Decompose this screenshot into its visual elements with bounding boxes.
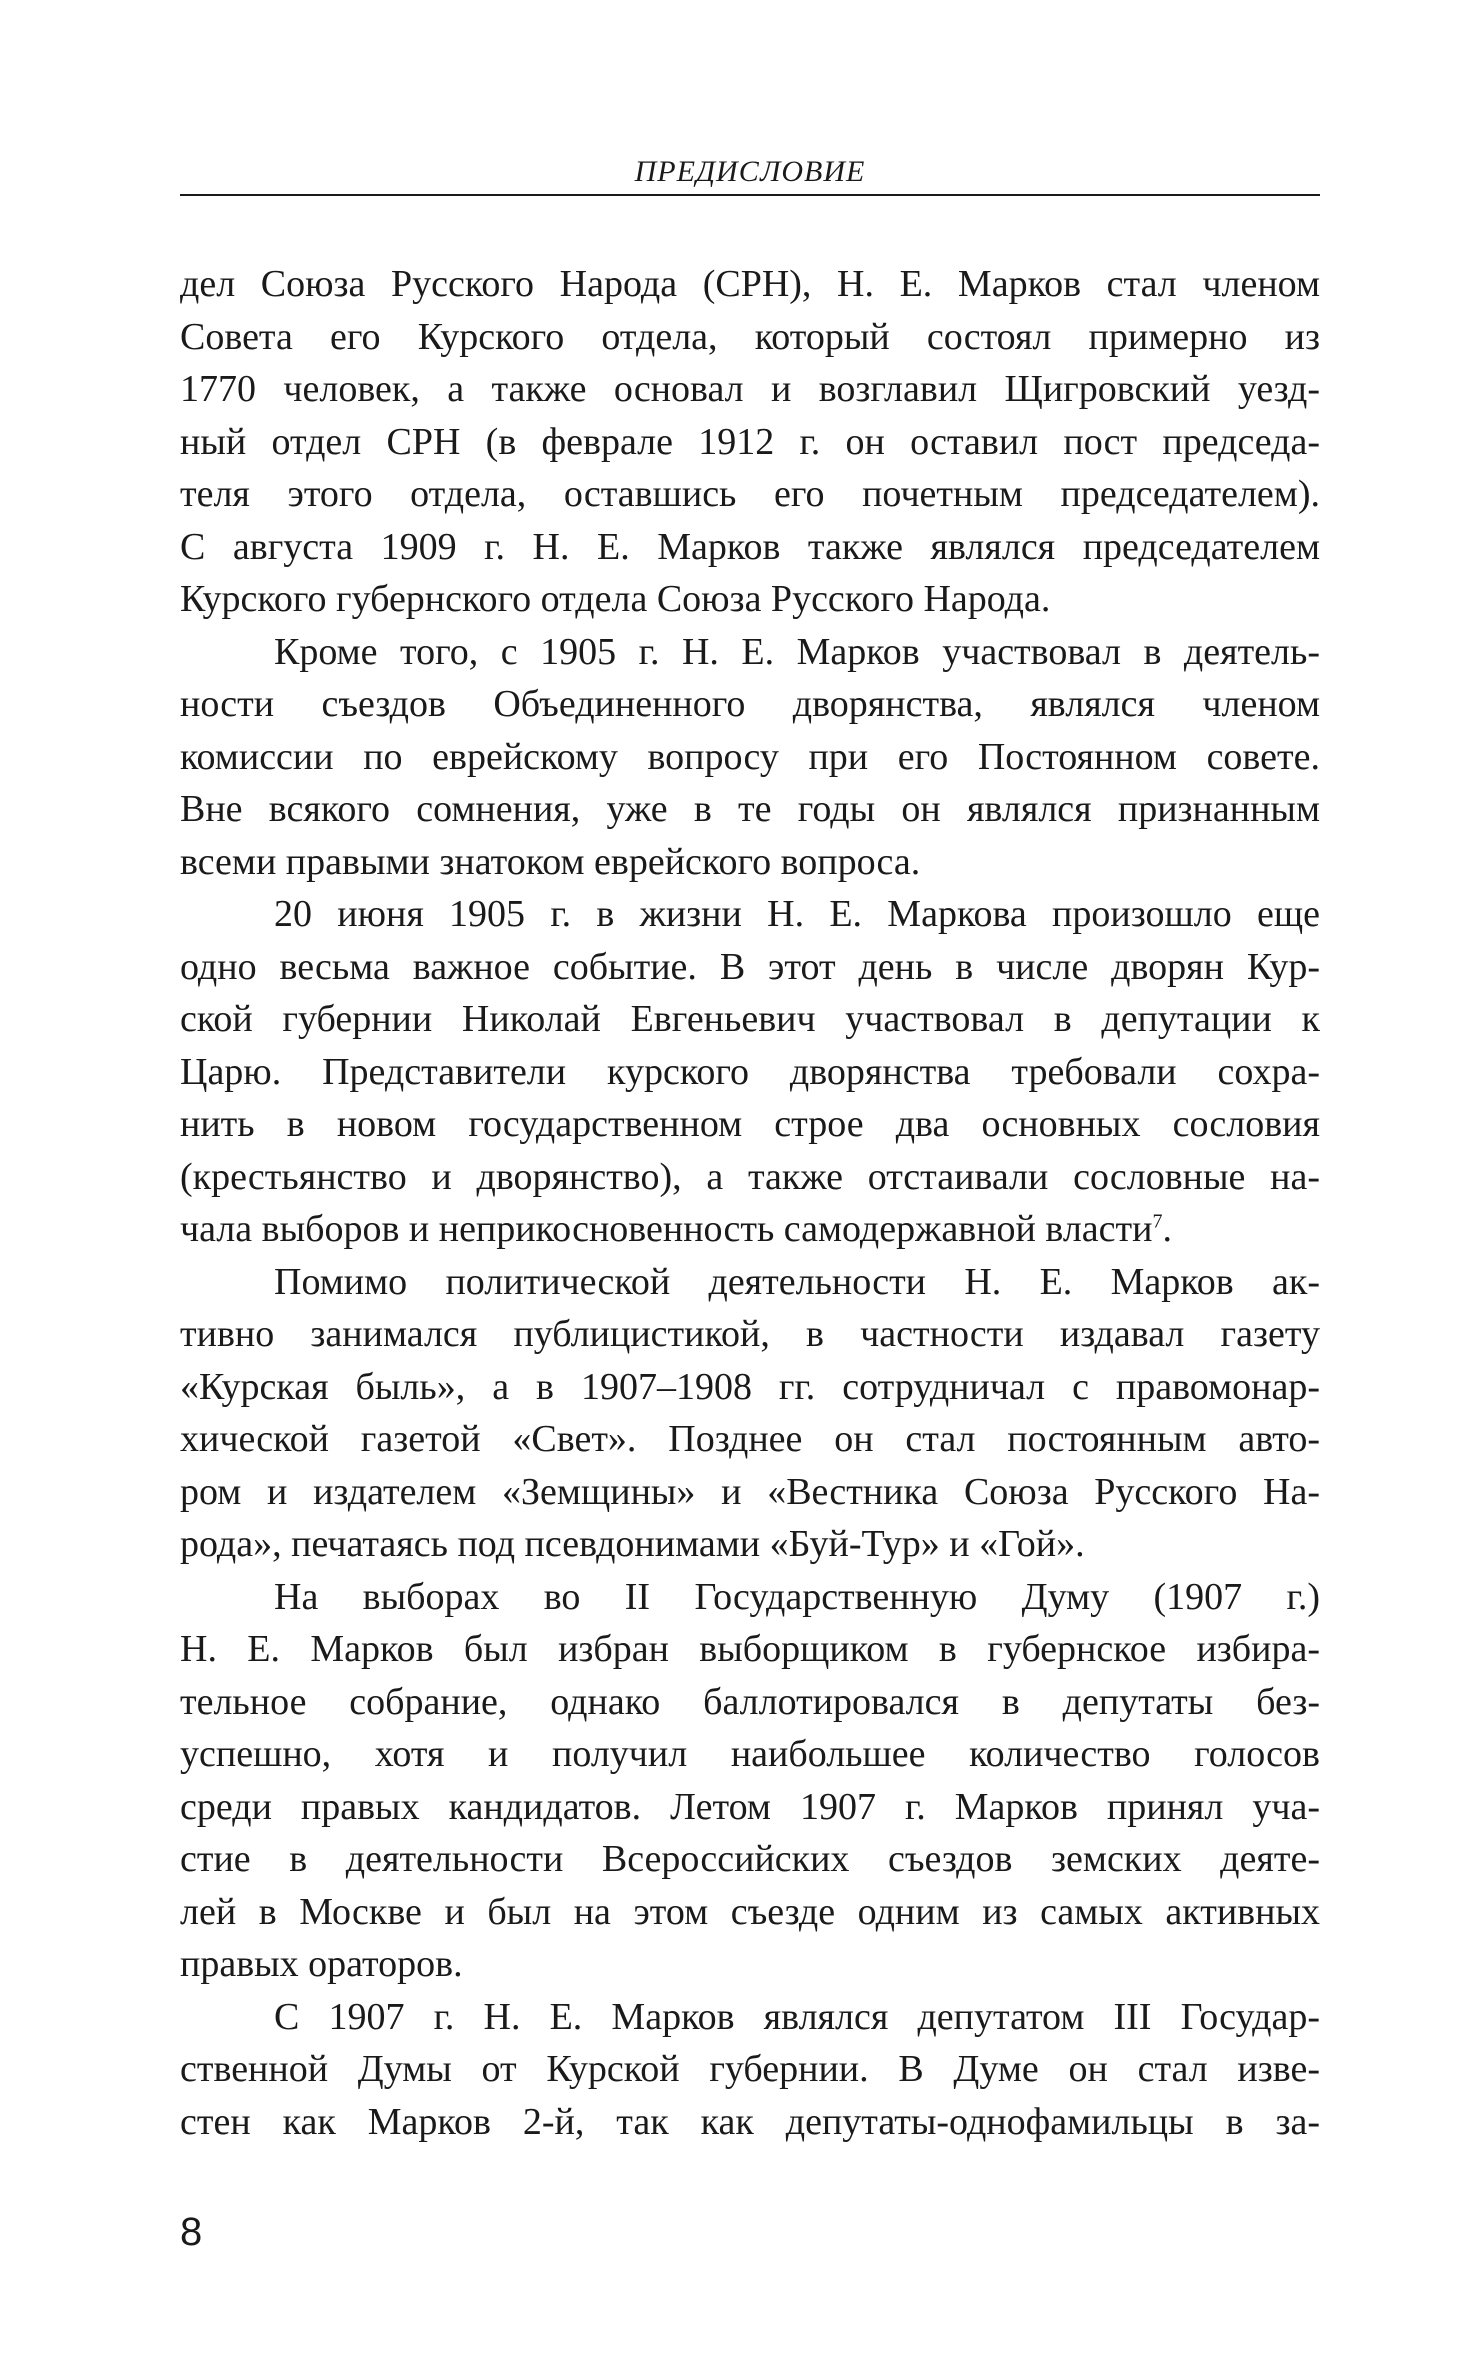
text-line: С 1907 г. Н. Е. Марков являлся депутатом III Государ- (274, 1995, 1320, 2038)
header-rule (180, 194, 1320, 196)
text-line: хической газетой «Свет». Позднее он стал постоянным авто- (180, 1418, 1320, 1460)
text-line: На выборах во II Государственную Думу (1907 г.) (274, 1575, 1320, 1618)
text-line: комиссии по еврейскому вопросу при его Постоянном совете. (180, 735, 1320, 778)
text-line: Кроме того, с 1905 г. Н. Е. Марков участвовал в деятель- (274, 630, 1320, 673)
text-line: Н. Е. Марков был избран выборщиком в губернское избира- (180, 1628, 1320, 1670)
text-line: стен как Марков 2-й, так как депутаты-однофамильцы в за- (180, 2100, 1320, 2143)
text-line: ственной Думы от Курской губернии. В Думе он стал изве- (180, 2048, 1320, 2090)
text-line: успешно, хотя и получил наибольшее количество голосов (180, 1733, 1320, 1775)
text-line: С августа 1909 г. Н. Е. Марков также являлся председателем (180, 525, 1320, 568)
text-line-content: чала выборов и неприкосновенность самодержавной власти (180, 1208, 1153, 1250)
body-text (180, 258, 1320, 2148)
text-line: всеми правыми знатоком еврейского вопроса. (180, 840, 921, 883)
text-line: Вне всякого сомнения, уже в те годы он являлся признанным (180, 788, 1320, 830)
text-line: рода», печатаясь под псевдонимами «Буй-Тур» и «Гой». (180, 1523, 1085, 1565)
text-line: ности съездов Объединенного дворянства, являлся членом (180, 683, 1320, 725)
text-line: Курского губернского отдела Союза Русского Народа. (180, 578, 1051, 620)
text-line: правых ораторов. (180, 1943, 463, 1985)
text-line: дел Союза Русского Народа (СРН), Н. Е. Марков стал членом (180, 263, 1320, 305)
text-line: нить в новом государственном строе два основных сословия (180, 1103, 1320, 1145)
text-line: 20 июня 1905 г. в жизни Н. Е. Маркова произошло еще (274, 893, 1320, 935)
text-line: лей в Москве и был на этом съезде одним из самых активных (180, 1890, 1320, 1933)
text-line: 1770 человек, а также основал и возглавил Щигровский уезд- (180, 368, 1320, 410)
text-line: (крестьянство и дворянство), а также отстаивали сословные на- (180, 1155, 1320, 1198)
page-number: 8 (180, 2210, 203, 2254)
text-line: Царю. Представители курского дворянства требовали сохра- (180, 1050, 1320, 1093)
text-line: ный отдел СРН (в феврале 1912 г. он оставил пост председа- (180, 420, 1320, 463)
text-line: ской губернии Николай Евгеньевич участвовал в депутации к (180, 998, 1320, 1040)
text-line: одно весьма важное событие. В этот день в числе дворян Кур- (180, 945, 1320, 988)
footnote-marker: 7 (1152, 1210, 1163, 1233)
text-line: Помимо политической деятельности Н. Е. Марков ак- (274, 1260, 1320, 1303)
running-head: ПРЕДИСЛОВИЕ (634, 155, 866, 188)
text-line: тивно занимался публицистикой, в частности издавал газету (180, 1313, 1320, 1355)
text-line: среди правых кандидатов. Летом 1907 г. Марков принял уча- (180, 1785, 1320, 1828)
text-line: Совета его Курского отдела, который состоял примерно из (180, 315, 1320, 358)
text-line: теля этого отдела, оставшись его почетным председателем). (180, 473, 1320, 515)
text-line: ром и издателем «Земщины» и «Вестника Союза Русского На- (180, 1470, 1320, 1513)
sentence-end: . (1162, 1208, 1172, 1250)
text-line: стие в деятельности Всероссийских съездов земских деяте- (180, 1838, 1320, 1880)
text-line: тельное собрание, однако баллотировался в депутаты без- (180, 1680, 1320, 1723)
text-line (180, 1203, 1320, 1256)
text-line: «Курская быль», а в 1907–1908 гг. сотрудничал с правомонар- (180, 1365, 1320, 1408)
